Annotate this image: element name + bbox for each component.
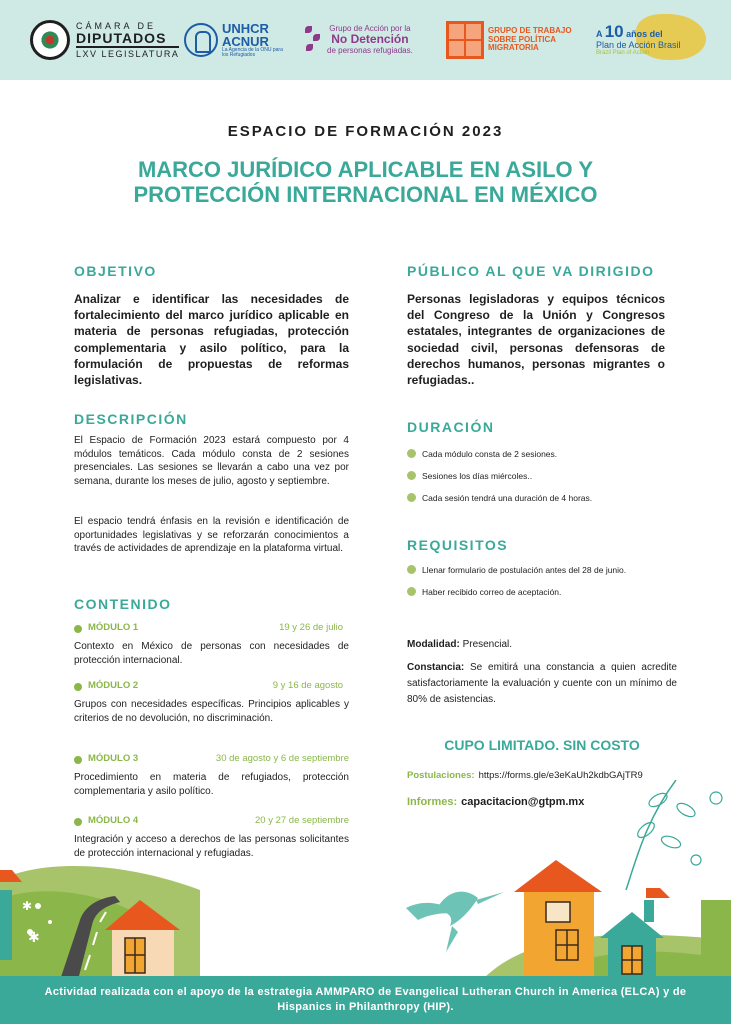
plan-brasil-logo [596,12,681,68]
main-title-line1: MARCO JURÍDICO APLICABLE EN ASILO Y [137,157,594,182]
main-title-line2: PROTECCIÓN INTERNACIONAL EN MÉXICO [133,181,598,207]
list-item [407,448,667,460]
bullet-dot-icon [407,587,416,596]
module-description: Contexto en México de personas con necesidades de protección internacional. [74,641,349,666]
svg-text:✱: ✱ [22,899,33,913]
publico-heading: PÚBLICO AL QUE VA DIRIGIDO [407,263,655,279]
header-logo-bar [0,0,731,80]
modalidad-value: Presencial. [462,639,513,650]
descripcion-p2: El espacio tendrá énfasis en la revisión e identificación de oportunidades legislativas y se reforzarán conocimientos a través de actividades de aprendizaje en la plataforma virtual. [74,516,349,554]
module-date: 30 de agosto y 6 de septiembre [215,753,349,764]
postulaciones-label: Postulaciones: [407,770,475,781]
camara-line3: LXV LEGISLATURA [76,48,180,59]
objetivo-heading: OBJETIVO [74,263,157,279]
objetivo-text: Analizar e identificar las necesidades de fortalecimiento del marco jurídico aplicable en materia de personas refugiadas, protección complementaria y asilo político, para la formulación de propuestas de reformas legislativas. [74,292,349,388]
informes-label: Informes: [407,796,458,808]
list-item [407,492,667,504]
gtpm-logo [446,12,572,68]
camara-line2: DIPUTADOS [76,31,179,48]
acnur-line2: ACNUR [222,34,269,49]
duracion-heading: DURACIÓN [407,419,495,435]
brasil-anos: años del [626,29,663,40]
list-item [407,470,667,482]
contenido-heading: CONTENIDO [74,596,172,612]
module-description: Grupos con necesidades específicas. Principios aplicables y criterios de no devolución, no discriminación. [74,699,349,724]
bullet-dot-icon [407,493,416,502]
list-item [407,586,687,598]
module-item [74,680,349,725]
duracion-item-text: Sesiones los días miércoles.. [422,471,533,481]
requisitos-list [407,564,687,608]
acnur-line3: La Agencia de la ONU para los Refugiados [222,47,283,58]
modalidad-line [407,637,677,653]
bullet-dot-icon [407,471,416,480]
cupo-limitado-banner: CUPO LIMITADO. SIN COSTO [444,737,640,753]
duracion-item-text: Cada módulo consta de 2 sesiones. [422,449,558,459]
no-detencion-logo [303,12,413,68]
module-date: 20 y 27 de septiembre [254,815,349,826]
bullet-dot-icon [74,683,82,691]
modalidad-label: Modalidad: [407,639,460,650]
module-item [74,753,349,798]
constancia-value: Se emitirá una constancia a quien acredite satisfactoriamente la evaluación y cuente con un mínimo de 80% de asistencias. [407,662,677,705]
footer-acknowledgement: Actividad realizada con el apoyo de la estrategia AMMPARO de Evangelical Lutheran Church in America (ELCA) y de Hispanics in Philanthropy (HIP). [0,976,731,1024]
butterflies-icon [303,22,323,58]
nodet-line3: de personas refugiadas. [327,45,413,55]
mexican-seal-icon [30,20,70,60]
bullet-dot-icon [407,565,416,574]
module-date: 9 y 16 de agosto [272,680,343,691]
gtpm-arrows-icon [446,21,484,59]
nodet-line1: Grupo de Acción por la [329,23,411,33]
module-date: 19 y 26 de julio [279,622,343,633]
svg-text:✱: ✱ [28,930,40,946]
camara-diputados-logo [30,12,179,68]
nodet-line2: No Detención [331,32,409,47]
bullet-dot-icon [407,449,416,458]
gtpm-line3: MIGRATORIA [488,43,539,53]
gtpm-line2: SOBRE POLÍTICA [488,34,557,44]
acnur-logo [184,12,284,68]
duracion-list [407,448,667,514]
requisitos-item-text: Llenar formulario de postulación antes del 28 de junio. [422,565,627,575]
bullet-dot-icon [74,756,82,764]
publico-text: Personas legisladoras y equipos técnicos del Congreso de la Unión y Congresos estatales, integrantes de organizaciones de sociedad civil, personas defensoras de derechos humanos, personas migrantes o refugiadas.. [407,292,665,388]
kicker-title: ESPACIO DE FORMACIÓN 2023 [227,123,504,140]
brasil-line2: Plan de Acción Brasil [596,40,681,51]
module-name: MÓDULO 3 [88,753,139,764]
village-right-illustration [396,780,731,976]
descripcion-p1: El Espacio de Formación 2023 estará compuesto por 4 módulos temáticos. Cada módulo consta de 2 sesiones presenciales. Las sesiones se llevarán a cabo una vez por semana, durante los meses de julio, agosto y septiembre. [74,435,349,487]
acnur-line1: UNHCR [222,21,269,36]
bullet-dot-icon [74,818,82,826]
main-title [80,158,651,207]
gtpm-line1: GRUPO DE TRABAJO [488,26,572,36]
module-name: MÓDULO 2 [88,680,139,691]
requisitos-item-text: Haber recibido correo de aceptación. [422,587,562,597]
descripcion-heading: DESCRIPCIÓN [74,411,188,427]
constancia-line [407,660,677,708]
camara-line1: CÁMARA DE [76,20,157,31]
list-item [407,564,687,576]
module-description: Integración y acceso a derechos de las personas solicitantes de protección internacional y refugiadas. [74,834,349,859]
postulaciones-link[interactable]: https://forms.gle/e3eKaUh2kdbGAjTR9 [478,770,643,781]
brasil-ten: 10 [604,22,624,42]
duracion-item-text: Cada sesión tendrá una duración de 4 horas. [422,493,593,503]
requisitos-heading: REQUISITOS [407,537,509,553]
module-description: Procedimiento en materia de refugiados, protección complementaria y asilo político. [74,772,349,797]
unhcr-emblem-icon [184,23,218,57]
village-left-illustration [0,860,200,980]
brasil-line3: Brazil Plan of Action [596,50,650,57]
bullet-dot-icon [74,625,82,633]
constancia-label: Constancia: [407,662,465,673]
module-item [74,815,349,860]
informes-email-link[interactable]: capacitacion@gtpm.mx [461,796,585,808]
module-item [74,622,349,667]
module-name: MÓDULO 1 [88,622,139,633]
brasil-a: A [596,29,603,40]
module-name: MÓDULO 4 [88,815,139,826]
